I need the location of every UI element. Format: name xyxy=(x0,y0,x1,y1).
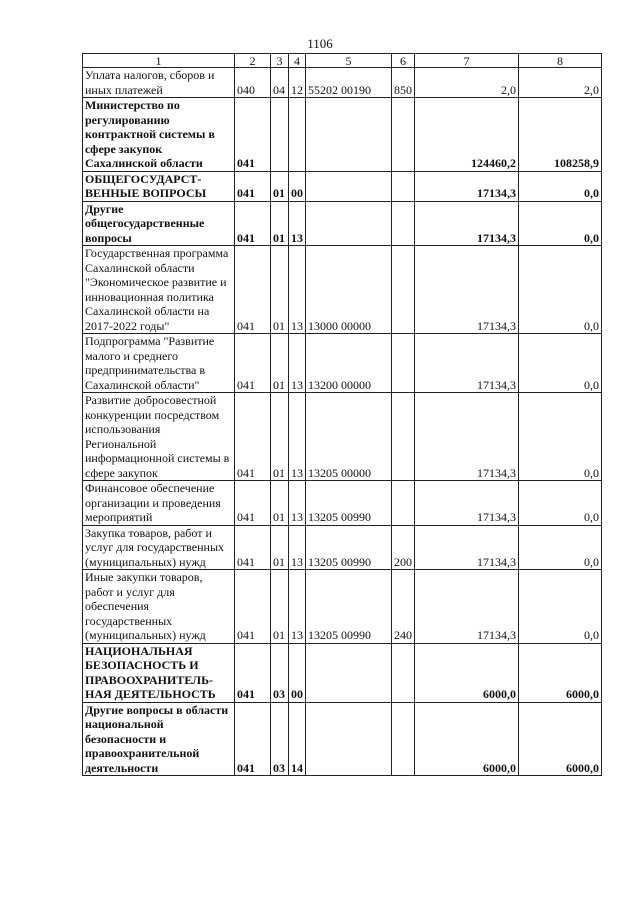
target-article-cell: 13205 00990 xyxy=(306,570,392,644)
amount-col7-cell: 17134,3 xyxy=(415,246,519,334)
expense-type-cell xyxy=(392,334,415,393)
table-row xyxy=(83,393,602,481)
target-article-cell xyxy=(306,702,392,776)
section-code-cell: 041 xyxy=(235,525,271,570)
section-code-cell: 041 xyxy=(235,393,271,481)
amount-col7-cell: 17134,3 xyxy=(415,481,519,526)
table-row xyxy=(83,702,602,776)
expense-type-cell xyxy=(392,246,415,334)
subsection-code-cell: 01 xyxy=(271,393,289,481)
expense-type-cell xyxy=(392,98,415,172)
amount-col7-cell: 6000,0 xyxy=(415,702,519,776)
subsection-code-cell xyxy=(271,98,289,172)
column-header: 6 xyxy=(392,54,415,68)
expense-type-cell xyxy=(392,171,415,201)
amount-col8-cell: 0,0 xyxy=(519,171,602,201)
amount-col8-cell: 6000,0 xyxy=(519,702,602,776)
table-row xyxy=(83,643,602,702)
subsection-code-cell: 01 xyxy=(271,246,289,334)
target-article-cell: 13200 00000 xyxy=(306,334,392,393)
column-header: 4 xyxy=(289,54,306,68)
subsection-code-cell: 01 xyxy=(271,525,289,570)
row-name-cell: Подпрограмма "Развитие малого и среднего предпринимательства в Сахалинской области" xyxy=(83,334,235,393)
subsection-code-cell: 03 xyxy=(271,702,289,776)
subsection-code-cell: 04 xyxy=(271,68,289,98)
item-code-cell: 00 xyxy=(289,171,306,201)
target-article-cell: 55202 00190 xyxy=(306,68,392,98)
target-article-cell xyxy=(306,171,392,201)
column-header: 7 xyxy=(415,54,519,68)
amount-col8-cell: 6000,0 xyxy=(519,643,602,702)
item-code-cell xyxy=(289,98,306,172)
expense-type-cell xyxy=(392,481,415,526)
amount-col7-cell: 17134,3 xyxy=(415,570,519,644)
item-code-cell: 13 xyxy=(289,334,306,393)
table-row xyxy=(83,525,602,570)
row-name-cell: Министерство по регулированию контрактной системы в сфере закупок Сахалинской области xyxy=(83,98,235,172)
row-name-cell: Уплата налогов, сборов и иных платежей xyxy=(83,68,235,98)
target-article-cell xyxy=(306,98,392,172)
item-code-cell: 00 xyxy=(289,643,306,702)
target-article-cell xyxy=(306,201,392,246)
section-code-cell: 041 xyxy=(235,702,271,776)
row-name-cell: Другие вопросы в области национальной безопасности и правоохранительной деятельности xyxy=(83,702,235,776)
item-code-cell: 13 xyxy=(289,201,306,246)
table-row xyxy=(83,334,602,393)
amount-col7-cell: 17134,3 xyxy=(415,334,519,393)
amount-col8-cell: 2,0 xyxy=(519,68,602,98)
page-number: 1106 xyxy=(307,36,333,51)
item-code-cell: 13 xyxy=(289,393,306,481)
section-code-cell: 041 xyxy=(235,334,271,393)
amount-col7-cell: 17134,3 xyxy=(415,201,519,246)
amount-col8-cell: 0,0 xyxy=(519,481,602,526)
section-code-cell: 041 xyxy=(235,171,271,201)
section-code-cell: 040 xyxy=(235,68,271,98)
item-code-cell: 12 xyxy=(289,68,306,98)
subsection-code-cell: 01 xyxy=(271,201,289,246)
table-row xyxy=(83,98,602,172)
section-code-cell: 041 xyxy=(235,246,271,334)
target-article-cell: 13000 00000 xyxy=(306,246,392,334)
amount-col8-cell: 0,0 xyxy=(519,393,602,481)
row-name-cell: Государственная программа Сахалинской области "Экономическое развитие и инновационная политика Сахалинской области на 2017-2022 годы" xyxy=(83,246,235,334)
amount-col8-cell: 0,0 xyxy=(519,246,602,334)
amount-col7-cell: 17134,3 xyxy=(415,393,519,481)
target-article-cell: 13205 00990 xyxy=(306,481,392,526)
amount-col8-cell: 0,0 xyxy=(519,525,602,570)
section-code-cell: 041 xyxy=(235,201,271,246)
target-article-cell xyxy=(306,643,392,702)
section-code-cell: 041 xyxy=(235,481,271,526)
table-row xyxy=(83,201,602,246)
column-header: 2 xyxy=(235,54,271,68)
expense-type-cell: 240 xyxy=(392,570,415,644)
subsection-code-cell: 01 xyxy=(271,171,289,201)
item-code-cell: 13 xyxy=(289,481,306,526)
amount-col7-cell: 2,0 xyxy=(415,68,519,98)
row-name-cell: Финансовое обеспечение организации и проведения мероприятий xyxy=(83,481,235,526)
expense-type-cell: 850 xyxy=(392,68,415,98)
row-name-cell: НАЦИОНАЛЬНАЯ БЕЗОПАСНОСТЬ И ПРАВООХРАНИТЕЛЬ-НАЯ ДЕЯТЕЛЬНОСТЬ xyxy=(83,643,235,702)
table-row xyxy=(83,246,602,334)
amount-col7-cell: 17134,3 xyxy=(415,525,519,570)
table-row xyxy=(83,68,602,98)
subsection-code-cell: 01 xyxy=(271,334,289,393)
item-code-cell: 13 xyxy=(289,246,306,334)
table-row xyxy=(83,171,602,201)
target-article-cell: 13205 00990 xyxy=(306,525,392,570)
subsection-code-cell: 01 xyxy=(271,570,289,644)
row-name-cell: Закупка товаров, работ и услуг для государственных (муниципальных) нужд xyxy=(83,525,235,570)
row-name-cell: Иные закупки товаров, работ и услуг для обеспечения государственных (муниципальных) нужд xyxy=(83,570,235,644)
column-header: 5 xyxy=(306,54,392,68)
item-code-cell: 13 xyxy=(289,525,306,570)
expense-type-cell xyxy=(392,643,415,702)
column-header: 3 xyxy=(271,54,289,68)
subsection-code-cell: 03 xyxy=(271,643,289,702)
amount-col8-cell: 0,0 xyxy=(519,570,602,644)
section-code-cell: 041 xyxy=(235,570,271,644)
amount-col8-cell: 108258,9 xyxy=(519,98,602,172)
target-article-cell: 13205 00000 xyxy=(306,393,392,481)
amount-col7-cell: 17134,3 xyxy=(415,171,519,201)
subsection-code-cell: 01 xyxy=(271,481,289,526)
expense-type-cell: 200 xyxy=(392,525,415,570)
section-code-cell: 041 xyxy=(235,643,271,702)
amount-col7-cell: 6000,0 xyxy=(415,643,519,702)
item-code-cell: 14 xyxy=(289,702,306,776)
item-code-cell: 13 xyxy=(289,570,306,644)
expense-type-cell xyxy=(392,393,415,481)
amount-col8-cell: 0,0 xyxy=(519,201,602,246)
table-header-row xyxy=(83,54,602,68)
expense-type-cell xyxy=(392,201,415,246)
column-header: 1 xyxy=(83,54,235,68)
column-header: 8 xyxy=(519,54,602,68)
row-name-cell: ОБЩЕГОСУДАРСТ-ВЕННЫЕ ВОПРОСЫ xyxy=(83,171,235,201)
row-name-cell: Другие общегосударственные вопросы xyxy=(83,201,235,246)
row-name-cell: Развитие добросовестной конкуренции посредством использования Региональной информационной системы в сфере закупок xyxy=(83,393,235,481)
amount-col8-cell: 0,0 xyxy=(519,334,602,393)
expense-type-cell xyxy=(392,702,415,776)
section-code-cell: 041 xyxy=(235,98,271,172)
amount-col7-cell: 124460,2 xyxy=(415,98,519,172)
table-row xyxy=(83,570,602,644)
table-row xyxy=(83,481,602,526)
budget-table xyxy=(82,53,602,776)
